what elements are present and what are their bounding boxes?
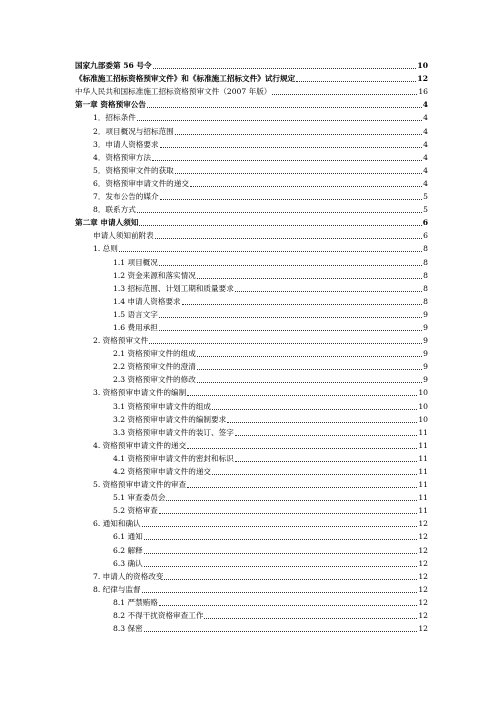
- dot-leader: [197, 278, 422, 279]
- toc-entry[interactable]: [0, 176, 428, 189]
- dot-leader: [119, 251, 422, 252]
- dot-leader: [152, 160, 422, 161]
- dot-leader: [227, 422, 417, 423]
- dot-leader: [296, 81, 416, 82]
- toc-entry-title: 中华人民共和国标准施工招标资格预审文件（2007 年版）: [75, 87, 272, 97]
- dot-leader: [159, 605, 417, 606]
- toc-entry-title: 8. 纪律与监督: [93, 584, 141, 594]
- toc-entry-title: 5. 资格预审申请文件的审查: [93, 480, 187, 490]
- toc-entry-page-number: 4: [423, 113, 428, 123]
- dot-leader: [212, 474, 417, 475]
- dot-leader: [197, 356, 422, 357]
- toc-entry-title: 1.5 语言文字: [113, 309, 158, 319]
- toc-entry[interactable]: [0, 254, 428, 267]
- toc-entry[interactable]: [0, 464, 428, 477]
- toc-entry-title: 申请人须知前附表: [93, 231, 154, 241]
- toc-entry[interactable]: [0, 294, 428, 307]
- toc-entry-title: 1. 总则: [93, 244, 118, 254]
- toc-entry-page-number: 5: [423, 192, 428, 202]
- toc-entry-title: 8.1 严禁贿赂: [113, 597, 158, 607]
- toc-entry-title: 7. 申请人的资格改变: [93, 571, 164, 581]
- toc-entry-page-number: 12: [418, 519, 428, 529]
- toc-entry-page-number: 11: [418, 467, 428, 476]
- toc-entry-page-number: 6: [422, 218, 428, 228]
- dot-leader: [175, 134, 422, 135]
- toc-entry-title: 5.1 审查委员会: [113, 493, 166, 503]
- dot-leader: [235, 435, 418, 436]
- toc-entry[interactable]: [0, 163, 428, 176]
- dot-leader: [155, 238, 422, 239]
- dot-leader: [175, 173, 422, 174]
- toc-entry-page-number: 12: [418, 597, 428, 607]
- dot-leader: [159, 330, 422, 331]
- toc-entry-title: 《标准施工招标资格预审文件》和《标准施工招标文件》试行规定: [75, 74, 296, 84]
- toc-entry-title: 5.2 资格审查: [113, 506, 158, 516]
- toc-entry-title: 3.1 资格预审申请文件的组成: [113, 401, 212, 411]
- toc-entry-page-number: 16: [418, 87, 428, 97]
- toc-entry[interactable]: [0, 333, 428, 346]
- toc-entry-page-number: 9: [423, 375, 428, 385]
- toc-entry-title: 第一章 资格预审公告: [75, 100, 146, 110]
- dot-leader: [190, 186, 422, 187]
- dot-leader: [187, 395, 417, 396]
- toc-entry-page-number: 8: [423, 283, 428, 293]
- toc-entry-page-number: 10: [418, 401, 428, 411]
- toc-entry[interactable]: [0, 359, 428, 372]
- dot-leader: [159, 265, 422, 266]
- dot-leader: [160, 147, 423, 148]
- dot-leader: [235, 291, 422, 292]
- toc-entry[interactable]: [0, 621, 428, 634]
- toc-entry[interactable]: [0, 385, 428, 398]
- toc-entry-title: 1.4 申请人资格要求: [113, 296, 181, 306]
- dot-leader: [144, 631, 418, 632]
- toc-entry[interactable]: [0, 529, 428, 542]
- toc-entry-page-number: 8: [423, 244, 428, 254]
- toc-entry-title: 3.2 资格预审申请文件的编制要求: [113, 414, 227, 424]
- toc-entry-page-number: 11: [418, 506, 428, 516]
- toc-entry-page-number: 8: [423, 296, 428, 306]
- dot-leader: [166, 500, 417, 501]
- toc-entry-page-number: 9: [423, 322, 428, 332]
- toc-entry-page-number: 11: [418, 453, 428, 463]
- toc-entry-title: 2．项目概况与招标范围: [93, 126, 174, 136]
- dot-leader: [159, 317, 422, 318]
- toc-entry-title: 6.3 确认: [113, 558, 143, 568]
- dot-leader: [160, 199, 423, 200]
- toc-entry[interactable]: [0, 372, 428, 385]
- toc-entry[interactable]: [0, 608, 428, 621]
- toc-entry[interactable]: [0, 110, 428, 123]
- toc-entry[interactable]: [0, 215, 428, 228]
- toc-entry-page-number: 12: [418, 545, 428, 555]
- toc-entry-page-number: 4: [422, 100, 428, 110]
- toc-entry-title: 5．资格预审文件的获取: [93, 165, 174, 175]
- dot-leader: [197, 382, 422, 383]
- toc-entry-page-number: 4: [423, 139, 428, 149]
- toc-entry-page-number: 9: [423, 309, 428, 319]
- dot-leader: [272, 94, 417, 95]
- toc-entry[interactable]: [0, 425, 428, 438]
- toc-entry[interactable]: [0, 569, 428, 582]
- toc-entry[interactable]: [0, 595, 428, 608]
- toc-entry-page-number: 12: [417, 74, 428, 84]
- toc-entry-title: 6.2 解释: [113, 545, 143, 555]
- toc-entry-title: 第二章 申请人须知: [75, 218, 139, 228]
- dot-leader: [137, 212, 422, 213]
- toc-entry-page-number: 10: [418, 388, 428, 398]
- toc-entry-page-number: 12: [418, 611, 428, 621]
- toc-entry-page-number: 12: [418, 558, 428, 568]
- toc-entry-page-number: 12: [418, 571, 428, 581]
- toc-entry-page-number: 4: [423, 165, 428, 175]
- toc-entry-title: 8．联系方式: [93, 205, 136, 215]
- toc-entry-title: 7．发布公告的媒介: [93, 192, 159, 202]
- toc-entry-page-number: 12: [418, 584, 428, 594]
- toc-entry[interactable]: [0, 503, 428, 516]
- toc-entry-page-number: 9: [423, 349, 428, 359]
- dot-leader: [159, 513, 417, 514]
- toc-entry-page-number: 8: [423, 257, 428, 267]
- toc-entry[interactable]: [0, 398, 428, 411]
- toc-entry-title: 6.1 通知: [113, 532, 143, 542]
- toc-entry[interactable]: [0, 97, 428, 110]
- toc-entry-page-number: 11: [418, 427, 428, 437]
- toc-entry-title: 4．资格预审方法: [93, 152, 151, 162]
- toc-entry[interactable]: [0, 320, 428, 333]
- toc-entry-page-number: 12: [418, 532, 428, 542]
- dot-leader: [187, 448, 417, 449]
- toc-entry-title: 1.6 费用承担: [113, 322, 158, 332]
- toc-entry[interactable]: [0, 202, 428, 215]
- toc-entry-title: 8.3 保密: [113, 624, 143, 634]
- dot-leader: [142, 592, 418, 593]
- dot-leader: [212, 409, 417, 410]
- toc-entry-page-number: 6: [423, 231, 428, 241]
- toc-entry[interactable]: [0, 556, 428, 569]
- toc-entry-page-number: 4: [423, 126, 428, 136]
- toc-entry[interactable]: [0, 189, 428, 202]
- toc-entry-title: 2.3 资格预审文件的修改: [113, 375, 196, 385]
- toc-entry-title: 1.3 招标范围、计划工期和质量要求: [113, 283, 234, 293]
- dot-leader: [187, 487, 417, 488]
- toc-entry[interactable]: [0, 438, 428, 451]
- toc-entry-title: 3. 资格预审申请文件的编制: [93, 388, 187, 398]
- toc-entry-title: 1.2 资金来源和落实情况: [113, 270, 196, 280]
- dot-leader: [139, 225, 421, 226]
- dot-leader: [144, 539, 418, 540]
- toc-entry[interactable]: [0, 582, 428, 595]
- toc-entry-page-number: 10: [417, 61, 428, 71]
- toc-entry[interactable]: [0, 451, 428, 464]
- toc-entry-title: 国家九部委第 56 号令: [75, 61, 152, 71]
- table-of-contents: [0, 58, 500, 634]
- toc-entry-title: 2.2 资格预审文件的澄清: [113, 362, 196, 372]
- toc-entry[interactable]: [0, 241, 428, 254]
- toc-entry-title: 2. 资格预审文件: [93, 336, 149, 346]
- toc-entry-page-number: 9: [423, 336, 428, 346]
- toc-entry[interactable]: [0, 412, 428, 425]
- toc-entry-page-number: 11: [418, 480, 428, 490]
- toc-entry[interactable]: [0, 268, 428, 281]
- toc-entry-title: 3．申请人资格要求: [93, 139, 159, 149]
- dot-leader: [149, 343, 422, 344]
- toc-entry[interactable]: [0, 281, 428, 294]
- dot-leader: [235, 461, 418, 462]
- toc-entry-page-number: 5: [423, 205, 428, 215]
- dot-leader: [153, 68, 417, 69]
- toc-entry-page-number: 11: [418, 440, 428, 450]
- toc-entry-page-number: 8: [423, 270, 428, 280]
- toc-entry-page-number: 10: [418, 414, 428, 424]
- toc-entry[interactable]: [0, 542, 428, 555]
- toc-entry-page-number: 12: [418, 624, 428, 634]
- dot-leader: [147, 107, 422, 108]
- toc-entry-title: 4. 资格预审申请文件的递交: [93, 440, 187, 450]
- dot-leader: [144, 566, 418, 567]
- toc-entry[interactable]: [0, 228, 428, 241]
- toc-entry-page-number: 4: [423, 178, 428, 188]
- toc-entry-title: 6．资格预审申请文件的递交: [93, 178, 189, 188]
- toc-entry-title: 4.1 资格预审申请文件的密封和标识: [113, 453, 234, 463]
- dot-leader: [142, 526, 418, 527]
- toc-entry-title: 3.3 资格预审申请文件的装订、签字: [113, 427, 234, 437]
- toc-entry[interactable]: [0, 516, 428, 529]
- toc-entry-title: 8.2 不得干扰资格审查工作: [113, 611, 204, 621]
- toc-entry[interactable]: [0, 477, 428, 490]
- dot-leader: [182, 304, 423, 305]
- toc-entry-title: 6. 通知和确认: [93, 519, 141, 529]
- toc-entry[interactable]: [0, 307, 428, 320]
- toc-entry-page-number: 9: [423, 362, 428, 372]
- toc-entry[interactable]: [0, 84, 428, 97]
- toc-entry-title: 1.1 项目概况: [113, 257, 158, 267]
- toc-entry[interactable]: [0, 123, 428, 136]
- toc-entry-page-number: 11: [418, 493, 428, 503]
- toc-entry[interactable]: [0, 58, 428, 71]
- toc-entry[interactable]: [0, 71, 428, 84]
- toc-entry-page-number: 4: [423, 152, 428, 162]
- toc-entry-title: 1．招标条件: [93, 113, 136, 123]
- toc-entry[interactable]: [0, 150, 428, 163]
- toc-entry-title: 4.2 资格预审申请文件的递交: [113, 467, 212, 476]
- dot-leader: [144, 553, 418, 554]
- dot-leader: [197, 369, 422, 370]
- dot-leader: [164, 579, 417, 580]
- dot-leader: [137, 120, 422, 121]
- toc-entry-title: 2.1 资格预审文件的组成: [113, 349, 196, 359]
- toc-entry[interactable]: [0, 137, 428, 150]
- toc-entry[interactable]: [0, 490, 428, 503]
- dot-leader: [204, 618, 417, 619]
- toc-entry[interactable]: [0, 346, 428, 359]
